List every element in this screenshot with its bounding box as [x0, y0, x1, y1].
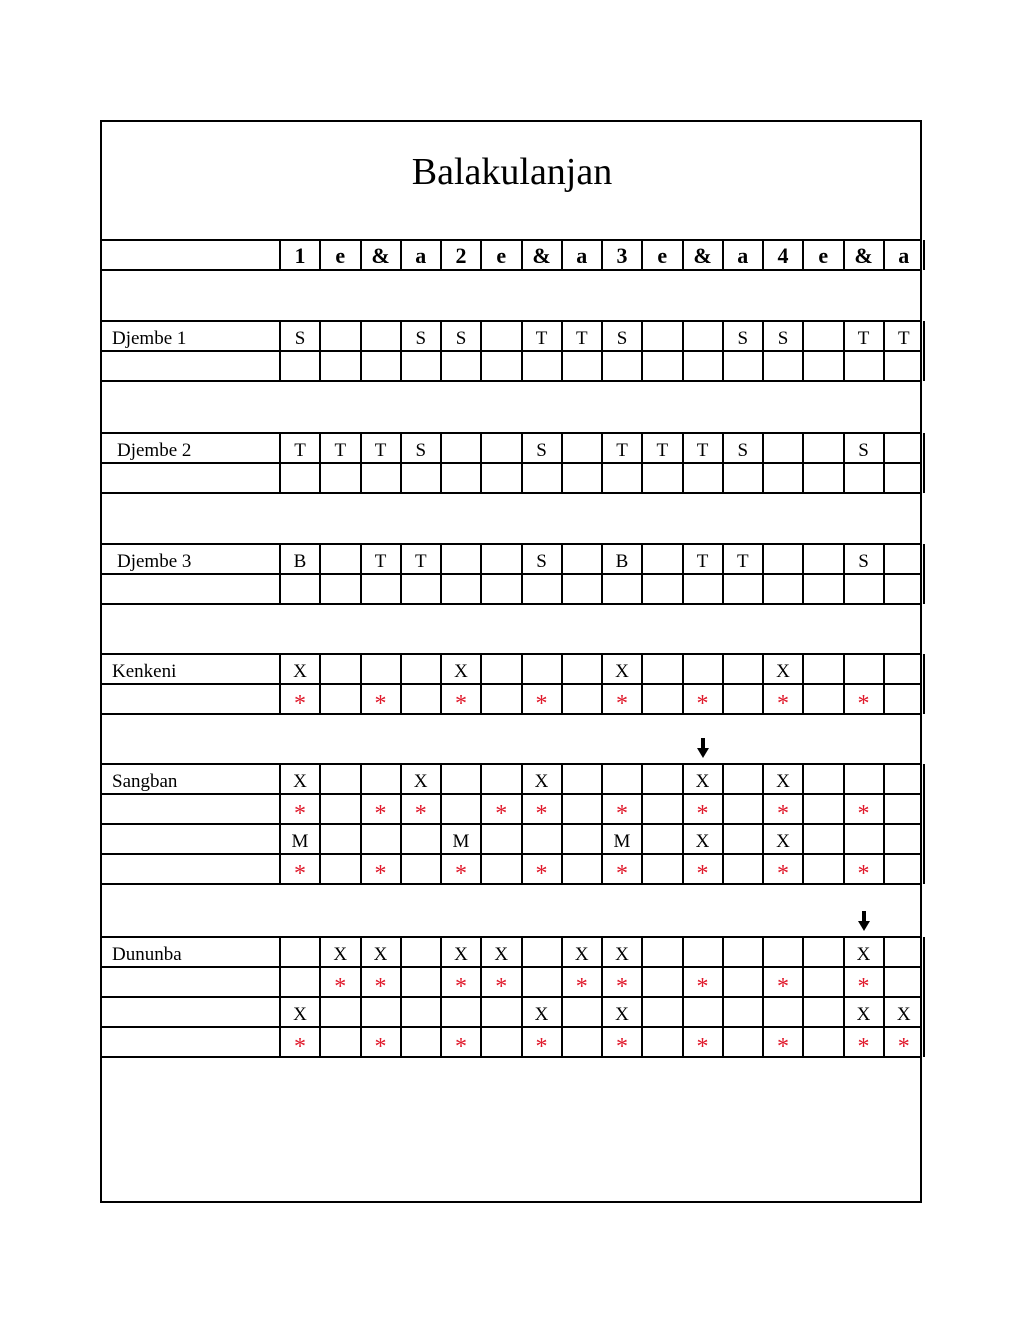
accent-marker: * — [575, 974, 588, 1000]
stroke-note: M — [291, 831, 309, 852]
grid-line — [923, 764, 925, 884]
stroke-note: X — [293, 1004, 307, 1025]
accent-marker: * — [777, 691, 789, 717]
accent-marker: * — [535, 691, 548, 717]
stroke-note: M — [452, 831, 470, 852]
accent-marker: * — [374, 691, 387, 717]
accent-marker: * — [696, 861, 709, 887]
stroke-note: T — [857, 328, 870, 349]
accent-marker: * — [535, 1034, 548, 1060]
stroke-note: S — [415, 328, 427, 349]
stroke-note: B — [293, 551, 307, 572]
beat-label: a — [415, 243, 427, 268]
accent-marker: * — [857, 801, 870, 827]
stroke-note: X — [856, 944, 871, 965]
accent-marker: * — [777, 801, 789, 827]
grid-line — [802, 433, 804, 493]
stroke-note: X — [534, 771, 549, 792]
accent-marker: * — [535, 801, 548, 827]
accent-marker: * — [294, 861, 306, 887]
stroke-note: S — [616, 328, 628, 349]
stroke-note: B — [615, 551, 629, 572]
stroke-note: X — [534, 1004, 549, 1025]
stroke-note: X — [413, 771, 428, 792]
grid-line — [100, 853, 922, 855]
beat-label: a — [576, 243, 588, 268]
accent-marker: * — [857, 1034, 870, 1060]
instrument-label: Djembe 3 — [117, 551, 192, 572]
accent-marker: * — [696, 691, 709, 717]
grid-line — [682, 321, 684, 381]
accent-marker: * — [777, 1034, 789, 1060]
grid-line — [100, 966, 922, 968]
instrument-label: Sangban — [112, 771, 178, 792]
accent-marker: * — [857, 861, 870, 887]
stroke-note: X — [776, 661, 790, 682]
accent-marker: * — [696, 801, 709, 827]
grid-line — [100, 603, 922, 605]
grid-line — [100, 320, 922, 322]
stroke-note: X — [856, 1004, 871, 1025]
grid-line — [480, 433, 482, 493]
grid-line — [100, 763, 922, 765]
beat-label: a — [737, 243, 749, 268]
accent-marker: * — [777, 974, 789, 1000]
accent-marker: * — [857, 974, 870, 1000]
grid-line — [100, 269, 922, 271]
accent-marker: * — [455, 974, 467, 1000]
grid-line — [100, 492, 922, 494]
grid-line — [923, 654, 925, 714]
stroke-note: X — [494, 944, 509, 965]
beat-label: & — [532, 243, 551, 268]
accent-marker: * — [616, 1034, 628, 1060]
page-title: Balakulanjan — [411, 151, 613, 193]
stroke-note: X — [293, 661, 307, 682]
accent-marker: * — [374, 1034, 387, 1060]
accent-marker: * — [294, 1034, 306, 1060]
grid-line — [100, 573, 922, 575]
accent-marker: * — [897, 1034, 910, 1060]
beat-label: & — [371, 243, 390, 268]
stroke-note: T — [334, 440, 347, 461]
accent-marker: * — [294, 691, 306, 717]
stroke-note: T — [414, 551, 427, 572]
stroke-note: T — [374, 551, 387, 572]
grid-line — [100, 462, 922, 464]
stroke-note: X — [695, 771, 710, 792]
stroke-note: T — [696, 440, 709, 461]
accent-marker: * — [455, 691, 467, 717]
stroke-note: S — [415, 440, 427, 461]
stroke-note: T — [696, 551, 709, 572]
accent-marker: * — [857, 691, 870, 717]
accent-marker: * — [616, 861, 628, 887]
accent-marker: * — [696, 1034, 709, 1060]
accent-marker: * — [294, 801, 306, 827]
stroke-note: T — [535, 328, 548, 349]
accent-marker: * — [334, 974, 347, 1000]
beat-label: 1 — [294, 243, 306, 268]
stroke-note: X — [776, 771, 790, 792]
accent-marker: * — [455, 861, 467, 887]
down-arrow-icon — [858, 911, 870, 931]
accent-marker: * — [414, 801, 427, 827]
stroke-note: X — [615, 1004, 629, 1025]
grid-line — [360, 321, 362, 381]
beat-label: & — [854, 243, 873, 268]
beat-label: e — [657, 243, 668, 268]
stroke-note: X — [454, 944, 468, 965]
grid-line — [480, 544, 482, 604]
stroke-note: T — [897, 328, 910, 349]
stroke-note: X — [695, 831, 710, 852]
accent-marker: * — [455, 1034, 467, 1060]
grid-line — [923, 544, 925, 604]
stroke-note: X — [333, 944, 348, 965]
accent-marker: * — [374, 974, 387, 1000]
stroke-note: S — [777, 328, 789, 349]
stroke-note: X — [776, 831, 790, 852]
stroke-note: M — [613, 831, 631, 852]
stroke-note: X — [615, 944, 629, 965]
grid-line — [100, 432, 922, 434]
grid-line — [100, 380, 922, 382]
stroke-note: X — [454, 661, 468, 682]
down-arrow-icon — [697, 738, 709, 758]
stroke-note: S — [455, 328, 467, 349]
beat-label: 3 — [616, 243, 628, 268]
accent-marker: * — [696, 974, 709, 1000]
stroke-note: T — [736, 551, 749, 572]
accent-marker: * — [777, 861, 789, 887]
stroke-note: X — [293, 771, 307, 792]
stroke-note: X — [615, 661, 629, 682]
stroke-note: X — [574, 944, 589, 965]
instrument-label: Kenkeni — [112, 661, 177, 682]
stroke-note: T — [294, 440, 306, 461]
stroke-note: T — [616, 440, 628, 461]
grid-line — [100, 350, 922, 352]
grid-line — [100, 239, 922, 241]
stroke-note: X — [896, 1004, 911, 1025]
grid-line — [100, 793, 922, 795]
beat-label: e — [335, 243, 346, 268]
accent-marker: * — [535, 861, 548, 887]
beat-label: 2 — [455, 243, 467, 268]
stroke-note: X — [373, 944, 388, 965]
grid-line — [100, 1026, 922, 1028]
beat-label: e — [818, 243, 829, 268]
beat-label: 4 — [777, 243, 789, 268]
stroke-note: T — [656, 440, 669, 461]
grid-line — [100, 653, 922, 655]
stroke-note: S — [858, 551, 869, 572]
beat-label: a — [898, 243, 910, 268]
stroke-note: S — [737, 440, 749, 461]
stroke-note: T — [374, 440, 387, 461]
instrument-label: Dununba — [112, 944, 182, 965]
accent-marker: * — [616, 974, 628, 1000]
accent-marker: * — [374, 801, 387, 827]
instrument-label: Djembe 2 — [117, 440, 192, 461]
stroke-note: S — [536, 440, 547, 461]
accent-marker: * — [616, 691, 628, 717]
grid-line — [802, 544, 804, 604]
stroke-note: T — [575, 328, 588, 349]
grid-line — [100, 543, 922, 545]
stroke-note: S — [858, 440, 869, 461]
instrument-label: Djembe 1 — [112, 328, 187, 349]
grid-line — [100, 936, 922, 938]
grid-line — [923, 433, 925, 493]
beat-label: & — [693, 243, 712, 268]
stroke-note: S — [294, 328, 306, 349]
beat-label: e — [496, 243, 507, 268]
accent-marker: * — [374, 861, 387, 887]
accent-marker: * — [495, 974, 508, 1000]
accent-marker: * — [616, 801, 628, 827]
stroke-note: S — [536, 551, 547, 572]
accent-marker: * — [495, 801, 508, 827]
grid-line — [100, 683, 922, 685]
stroke-note: S — [737, 328, 749, 349]
